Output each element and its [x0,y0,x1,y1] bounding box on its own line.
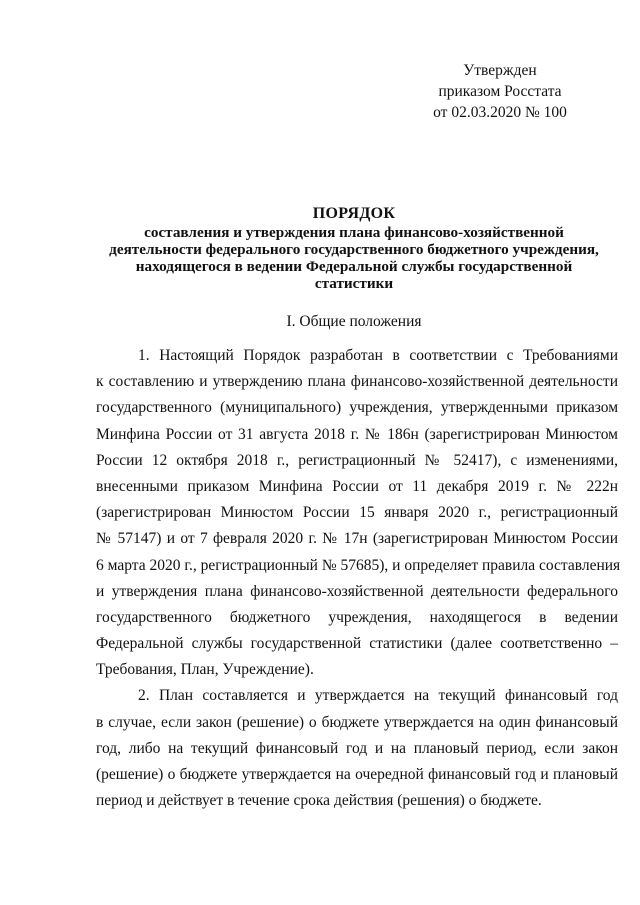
approval-line-approved: Утвержден [463,62,537,79]
paragraph-line: государственного (муниципального) учреждения, утвержденными приказом [96,399,618,417]
paragraph-line: внесенными приказом Минфина России от 11 декабря 2019 г. № 222н [96,477,618,495]
paragraph-line: (решение) о бюджете утверждается на очередной финансовый год и плановый [96,766,618,783]
paragraph-line: Требования, План, Учреждение). [96,661,314,679]
approval-line-date-number: от 02.03.2020 № 100 [433,104,567,121]
title-subtitle-line: составления и утверждения плана финансово-хозяйственной [144,224,564,241]
document-title [80,204,628,292]
paragraph-2 [96,683,618,814]
title-main: ПОРЯДОК [312,205,396,222]
approval-stamp-block [420,60,580,123]
paragraph-line: 2. План составляется и утверждается на текущий финансовый год [138,687,618,705]
title-subtitle-line: находящегося в ведении Федеральной службы государственной [135,258,573,275]
paragraph-line: и утверждения плана финансово-хозяйственной деятельности федерального [96,582,618,600]
body-text [96,343,621,814]
approval-line-order: приказом Росстата [438,83,562,100]
paragraph-line: 1. Настоящий Порядок разработан в соответствии с Требованиями [138,347,618,364]
paragraph-line: год, либо на текущий финансовый год и на плановый период, если закон [96,739,618,757]
title-subtitle-line: деятельности федерального государственного бюджетного учреждения, [109,241,599,258]
paragraph-line: 6 марта 2020 г., регистрационный № 57685), и определяет правила составления [96,556,621,574]
paragraph-line: Федеральной службы государственной статистики (далее соответственно – [96,635,618,653]
paragraph-line: период и действует в течение срока действия (решения) о бюджете. [96,792,542,810]
paragraph-line: России 12 октября 2018 г., регистрационный № 52417), с изменениями, [96,451,618,469]
paragraph-line: государственного бюджетного учреждения, находящегося в ведении [96,608,618,626]
paragraph-line: к составлению и утверждению плана финансово-хозяйственной деятельности [96,373,618,391]
paragraph-line: (зарегистрирован Минюстом России 15 января 2020 г., регистрационный [96,504,618,522]
section-heading: I. Общие положения [286,313,422,330]
paragraph-1 [96,343,621,683]
paragraph-line: Минфина России от 31 августа 2018 г. № 186н (зарегистрирован Минюстом [96,425,618,443]
title-subtitle-line: статистики [314,275,394,292]
paragraph-line: в случае, если закон (решение) о бюджете утверждается на один финансовый [96,713,618,731]
paragraph-line: № 57147) и от 7 февраля 2020 г. № 17н (зарегистрирован Минюстом России [96,530,618,548]
